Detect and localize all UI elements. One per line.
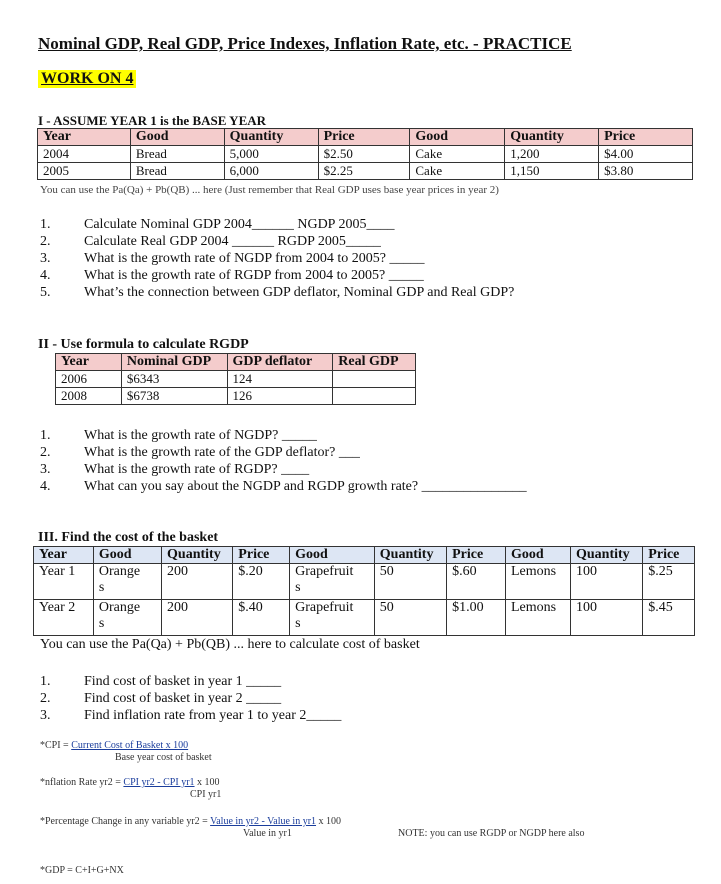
- table-cell: $2.25: [318, 163, 410, 180]
- table-cell: $.40: [233, 600, 290, 636]
- table-cell: 6,000: [224, 163, 318, 180]
- header-cell: Quantity: [224, 129, 318, 146]
- table-cell: $1.00: [447, 600, 506, 636]
- table-cell: 1,150: [505, 163, 599, 180]
- list-item: 3. What is the growth rate of NGDP from 2004 to 2005? _____: [40, 251, 425, 266]
- header-cell: Good: [410, 129, 505, 146]
- section2-questions: [40, 427, 527, 495]
- work-on-label: WORK ON 4: [38, 70, 136, 88]
- page-title: Nominal GDP, Real GDP, Price Indexes, Inflation Rate, etc. - PRACTICE: [38, 34, 572, 53]
- list-item: 1. Find cost of basket in year 1 _____: [40, 674, 282, 689]
- section2-heading: II - Use formula to calculate RGDP: [38, 337, 249, 352]
- list-item: 2. Find cost of basket in year 2 _____: [40, 691, 282, 706]
- header-cell: Good: [93, 547, 161, 564]
- real-gdp-cell[interactable]: [333, 371, 416, 388]
- table-cell: 100: [571, 600, 643, 636]
- section3-questions: [40, 673, 341, 724]
- table-cell: 50: [374, 564, 446, 600]
- header-cell: Price: [447, 547, 506, 564]
- inflation-denominator: CPI yr1: [190, 789, 222, 800]
- cpi-denominator: Base year cost of basket: [115, 752, 212, 763]
- table-row: [56, 371, 416, 388]
- table-cell: $6738: [121, 388, 227, 405]
- table-cell: 2008: [56, 388, 122, 405]
- list-item: 4. What can you say about the NGDP and RGDP growth rate? _______________: [40, 479, 527, 494]
- header-cell: Good: [505, 547, 570, 564]
- header-cell: Year: [38, 129, 131, 146]
- table-cell: Year 1: [34, 564, 94, 600]
- table-cell: Bread: [130, 163, 224, 180]
- table-row: [34, 564, 695, 600]
- inflation-formula: *nflation Rate yr2 = CPI yr2 - CPI yr1 x 100: [40, 777, 220, 788]
- table-row: [38, 146, 693, 163]
- table-cell: $3.80: [599, 163, 693, 180]
- table-cell: Cake: [410, 163, 505, 180]
- section2-table: [55, 353, 416, 405]
- list-item: 1. What is the growth rate of NGDP? _____: [40, 428, 317, 443]
- list-item: 2. Calculate Real GDP 2004 ______ RGDP 2005_____: [40, 234, 381, 249]
- table-cell: 200: [162, 600, 233, 636]
- real-gdp-cell[interactable]: [333, 388, 416, 405]
- gdp-formula: *GDP = C+I+G+NX: [40, 865, 124, 876]
- table-cell: Grapefruit s: [290, 600, 375, 636]
- header-cell: Quantity: [571, 547, 643, 564]
- table-row: [38, 163, 693, 180]
- table-cell: 200: [162, 564, 233, 600]
- table-cell: $.60: [447, 564, 506, 600]
- table-row: [34, 600, 695, 636]
- table-cell: $4.00: [599, 146, 693, 163]
- table-cell: 50: [374, 600, 446, 636]
- list-item: 1. Calculate Nominal GDP 2004______ NGDP 2005____: [40, 217, 395, 232]
- header-cell: Price: [233, 547, 290, 564]
- header-cell: Quantity: [374, 547, 446, 564]
- table-cell: $.45: [643, 600, 695, 636]
- percentage-denominator: Value in yr1: [243, 828, 292, 839]
- header-cell: Real GDP: [333, 354, 416, 371]
- list-item: 4. What is the growth rate of RGDP from 2004 to 2005? _____: [40, 268, 424, 283]
- table-cell: Cake: [410, 146, 505, 163]
- section1-heading: I - ASSUME YEAR 1 is the BASE YEAR: [38, 113, 267, 128]
- section3-heading: III. Find the cost of the basket: [38, 530, 219, 545]
- header-cell: Good: [290, 547, 375, 564]
- list-item: 3. Find inflation rate from year 1 to year 2_____: [40, 708, 342, 723]
- table-cell: 2006: [56, 371, 122, 388]
- list-item: 2. What is the growth rate of the GDP deflator? ___: [40, 445, 360, 460]
- header-cell: Nominal GDP: [121, 354, 227, 371]
- table-cell: Lemons: [505, 564, 570, 600]
- table-cell: $.20: [233, 564, 290, 600]
- header-cell: Price: [599, 129, 693, 146]
- percentage-note: NOTE: you can use RGDP or NGDP here also: [398, 828, 585, 839]
- header-cell: Quantity: [162, 547, 233, 564]
- section3-note: You can use the Pa(Qa) + Pb(QB) ... here to calculate cost of basket: [40, 637, 420, 652]
- header-cell: Quantity: [505, 129, 599, 146]
- table-cell: $.25: [643, 564, 695, 600]
- table-cell: 2004: [38, 146, 131, 163]
- table-cell: 100: [571, 564, 643, 600]
- section1-note: You can use the Pa(Qa) + Pb(QB) ... here (Just remember that Real GDP uses base year prices in year 2): [40, 184, 499, 196]
- table-cell: $2.50: [318, 146, 410, 163]
- table-cell: 1,200: [505, 146, 599, 163]
- section1-questions: [40, 216, 514, 301]
- header-cell: Price: [318, 129, 410, 146]
- header-cell: Price: [643, 547, 695, 564]
- list-item: 3. What is the growth rate of RGDP? ____: [40, 462, 310, 477]
- section3-table: [33, 546, 695, 636]
- table-cell: Year 2: [34, 600, 94, 636]
- table-cell: Lemons: [505, 600, 570, 636]
- list-item: 5. What’s the connection between GDP deflator, Nominal GDP and Real GDP?: [40, 285, 515, 300]
- table-cell: Bread: [130, 146, 224, 163]
- table-cell: Orange s: [93, 600, 161, 636]
- table-cell: Orange s: [93, 564, 161, 600]
- table-row: [56, 388, 416, 405]
- table-cell: $6343: [121, 371, 227, 388]
- cpi-formula: *CPI = Current Cost of Basket x 100: [40, 740, 189, 751]
- table-cell: 2005: [38, 163, 131, 180]
- table-cell: 124: [227, 371, 333, 388]
- table-cell: Grapefruit s: [290, 564, 375, 600]
- table-cell: 126: [227, 388, 333, 405]
- header-cell: Good: [130, 129, 224, 146]
- section1-table: [37, 128, 693, 180]
- header-cell: GDP deflator: [227, 354, 333, 371]
- table-cell: 5,000: [224, 146, 318, 163]
- header-cell: Year: [34, 547, 94, 564]
- percentage-formula: *Percentage Change in any variable yr2 = Value in yr2 - Value in yr1 x 100: [40, 816, 342, 827]
- header-cell: Year: [56, 354, 122, 371]
